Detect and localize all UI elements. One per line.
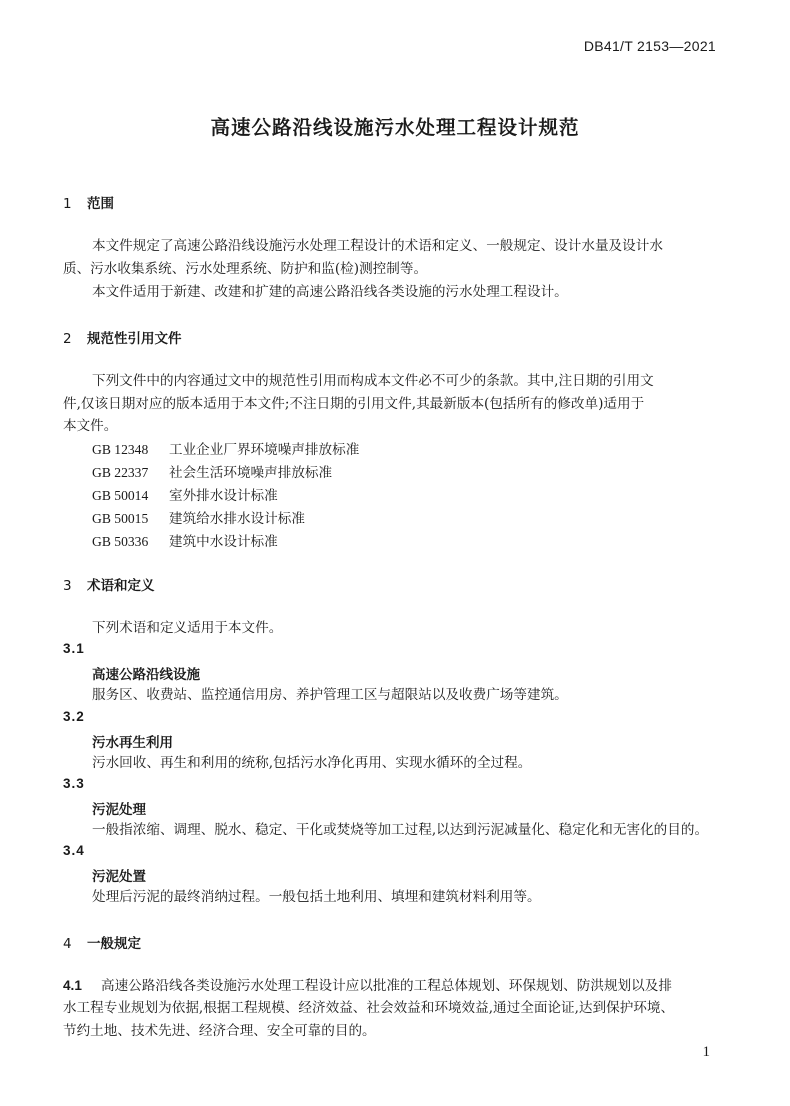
section-2-heading bbox=[63, 327, 182, 347]
reference-item bbox=[92, 438, 359, 458]
section-number: 3 bbox=[63, 578, 72, 594]
reference-code: GB 50015 bbox=[92, 511, 149, 526]
section-number: 1 bbox=[63, 196, 72, 212]
clause-4-1-line bbox=[63, 975, 672, 998]
term-title: 污泥处理 bbox=[92, 802, 146, 818]
term-definition: 处理后污泥的最终消纳过程。一般包括土地利用、填埋和建筑材料利用等。 bbox=[92, 889, 541, 905]
section-title: 规范性引用文件 bbox=[87, 331, 182, 347]
reference-name: 工业企业厂界环境噪声排放标准 bbox=[169, 442, 360, 458]
reference-item bbox=[92, 530, 278, 550]
standard-code: DB41/T 2153—2021 bbox=[583, 38, 716, 54]
paragraph-line: 本文件。 bbox=[63, 418, 118, 434]
paragraph-line: 质、污水收集系统、污水处理系统、防护和监(检)测控制等。 bbox=[63, 261, 428, 277]
term-title: 污水再生利用 bbox=[92, 735, 173, 751]
reference-code: GB 12348 bbox=[92, 442, 149, 457]
paragraph-line: 件,仅该日期对应的版本适用于本文件;不注日期的引用文件,其最新版本(包括所有的修改单)适用于 bbox=[63, 396, 645, 412]
term-definition: 服务区、收费站、监控通信用房、养护管理工区与超限站以及收费广场等建筑。 bbox=[92, 687, 568, 703]
term-title: 高速公路沿线设施 bbox=[92, 667, 200, 683]
section-title: 术语和定义 bbox=[87, 578, 155, 594]
reference-name: 社会生活环境噪声排放标准 bbox=[169, 465, 333, 481]
section-title: 一般规定 bbox=[87, 936, 141, 952]
term-definition: 一般指浓缩、调理、脱水、稳定、干化或焚烧等加工过程,以达到污泥减量化、稳定化和无害化的目的。 bbox=[92, 822, 709, 838]
reference-name: 建筑给水排水设计标准 bbox=[169, 511, 305, 527]
section-1-heading bbox=[63, 192, 114, 212]
term-definition: 污水回收、再生和利用的统称,包括污水净化再用、实现水循环的全过程。 bbox=[92, 755, 532, 771]
clause-number: 4.1 bbox=[63, 978, 82, 993]
section-3-heading bbox=[63, 574, 155, 594]
reference-item bbox=[92, 484, 278, 504]
term-number: 3.3 bbox=[63, 776, 85, 791]
document-title: 高速公路沿线设施污水处理工程设计规范 bbox=[210, 116, 580, 139]
term-number: 3.2 bbox=[63, 709, 85, 724]
paragraph-line: 节约土地、技术先进、经济合理、安全可靠的目的。 bbox=[63, 1023, 376, 1039]
reference-code: GB 50014 bbox=[92, 488, 149, 503]
reference-name: 建筑中水设计标准 bbox=[169, 534, 278, 550]
paragraph-line: 下列文件中的内容通过文中的规范性引用而构成本文件必不可少的条款。其中,注日期的引用文 bbox=[92, 373, 654, 389]
clause-text: 高速公路沿线各类设施污水处理工程设计应以批准的工程总体规划、环保规划、防洪规划以及排 bbox=[101, 978, 672, 994]
reference-name: 室外排水设计标准 bbox=[169, 488, 278, 504]
section-title: 范围 bbox=[87, 196, 114, 212]
paragraph-line: 下列术语和定义适用于本文件。 bbox=[92, 620, 283, 636]
reference-code: GB 50336 bbox=[92, 534, 149, 549]
reference-item bbox=[92, 507, 305, 527]
section-number: 2 bbox=[63, 331, 72, 347]
reference-item bbox=[92, 461, 332, 481]
paragraph-line: 水工程专业规划为依据,根据工程规模、经济效益、社会效益和环境效益,通过全面论证,达到保护环境、 bbox=[63, 1000, 675, 1016]
reference-code: GB 22337 bbox=[92, 465, 149, 480]
paragraph-line: 本文件适用于新建、改建和扩建的高速公路沿线各类设施的污水处理工程设计。 bbox=[92, 284, 568, 300]
paragraph-line: 本文件规定了高速公路沿线设施污水处理工程设计的术语和定义、一般规定、设计水量及设计水 bbox=[92, 238, 663, 254]
term-number: 3.4 bbox=[63, 843, 85, 858]
term-title: 污泥处置 bbox=[92, 869, 146, 885]
page-number: 1 bbox=[702, 1044, 710, 1060]
section-4-heading bbox=[63, 932, 141, 952]
term-number: 3.1 bbox=[63, 641, 85, 656]
section-number: 4 bbox=[63, 936, 72, 952]
